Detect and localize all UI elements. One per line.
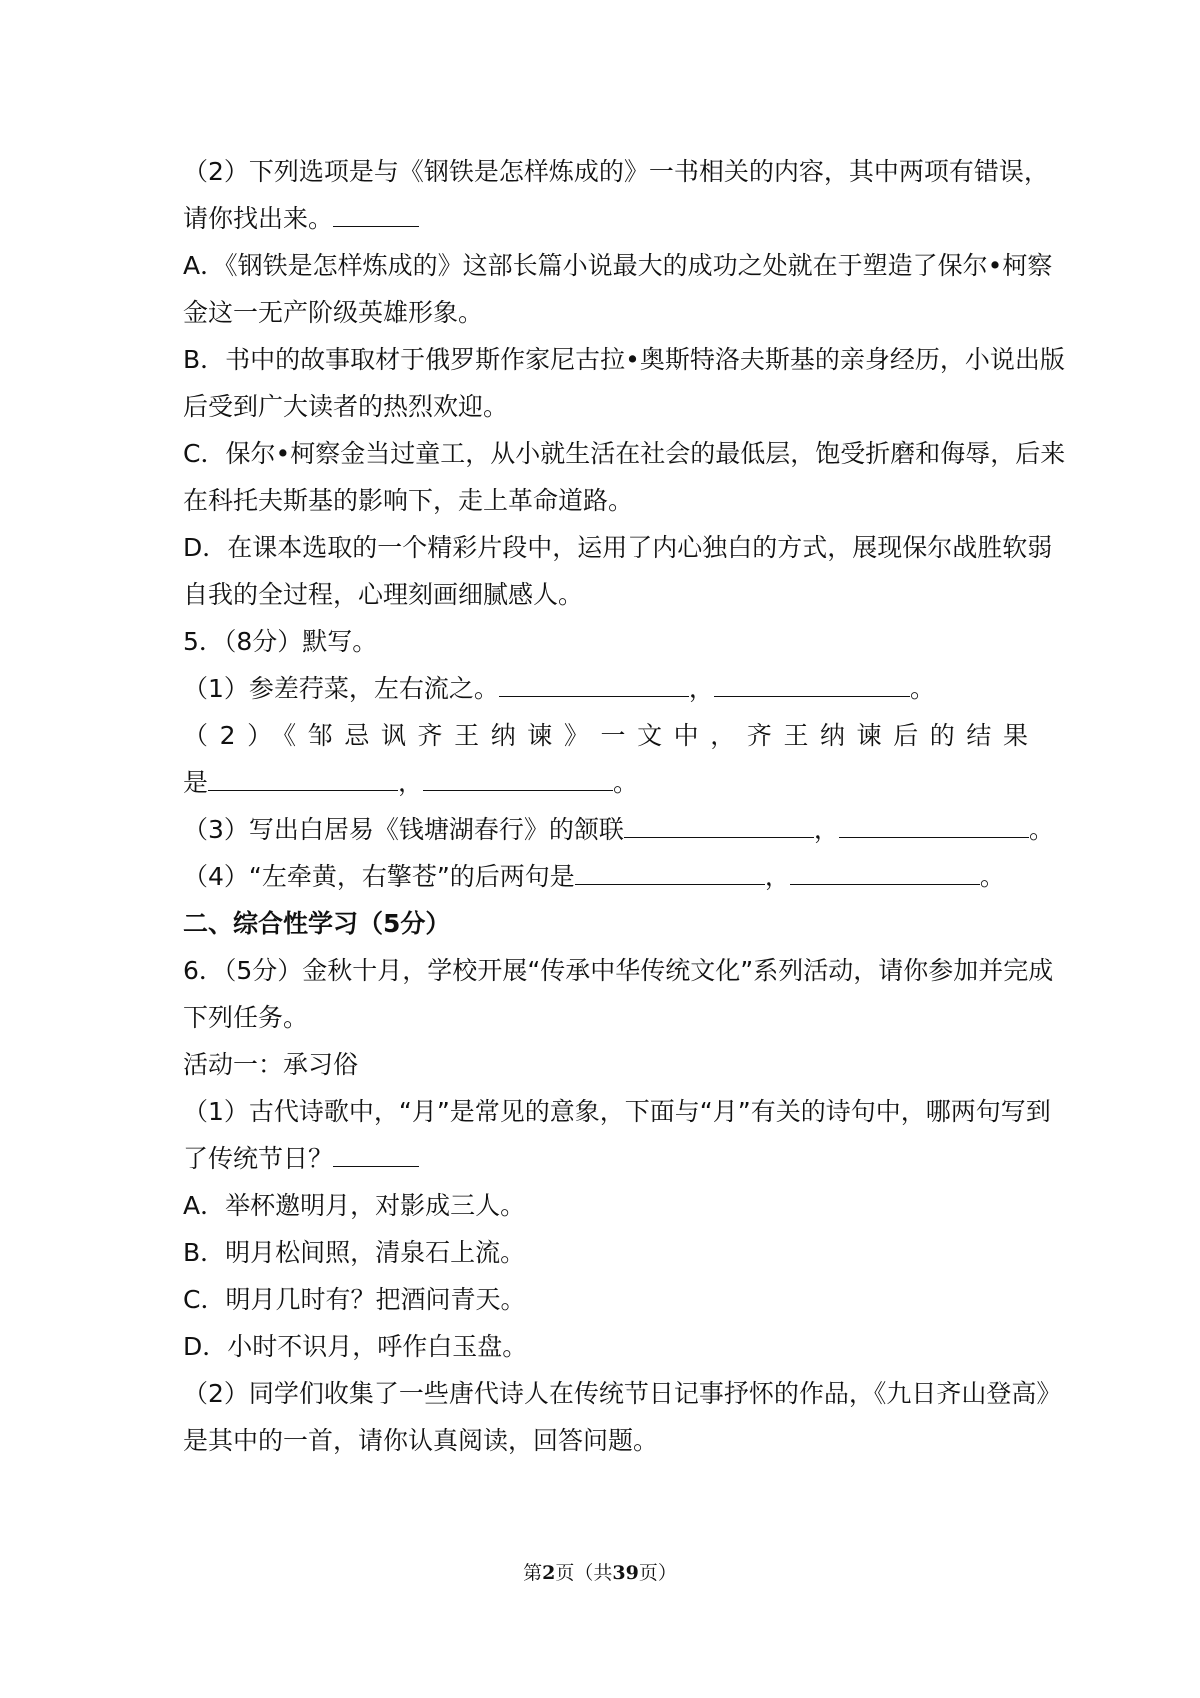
answer-blank[interactable] (790, 860, 980, 885)
question-4-2-stem-cont: 请你找出来。 (183, 195, 1028, 242)
option-c-cont: 在科托夫斯基的影响下，走上革命道路。 (183, 486, 634, 515)
question-6-stem-cont: 下列任务。 (183, 1003, 309, 1032)
question-5-2-cont: 是 ， 。 (183, 768, 639, 797)
answer-blank[interactable] (499, 672, 689, 697)
page-content (183, 148, 1066, 1464)
question-5-title: 5．（8分）默写。 (183, 627, 378, 656)
question-5-4: （4）“左牵黄，右擎苍”的后两句是 ， 。 (183, 862, 1005, 891)
answer-blank[interactable] (624, 813, 814, 838)
answer-blank[interactable] (333, 202, 419, 227)
question-6-1-stem-cont: 了传统节日？ (183, 1135, 1028, 1182)
option-b: B．明月松间照，清泉石上流。 (183, 1238, 526, 1267)
question-5-1: （1）参差荇菜，左右流之。 ， 。 (183, 674, 935, 703)
option-c: C．保尔•柯察金当过童工，从小就生活在社会的最低层，饱受折磨和侮辱，后来 (183, 439, 1066, 468)
question-4-2-stem: （2）下列选项是与《钢铁是怎样炼成的》一书相关的内容，其中两项有错误， (183, 157, 1049, 186)
option-c: C．明月几时有？把酒问青天。 (183, 1285, 526, 1314)
page-number: 2 (542, 1562, 556, 1584)
option-d: D．在课本选取的一个精彩片段中，运用了内心独白的方式，展现保尔战胜软弱 (183, 533, 1053, 562)
answer-blank[interactable] (575, 860, 765, 885)
option-a: A．举杯邀明月，对影成三人。 (183, 1191, 526, 1220)
answer-blank[interactable] (839, 813, 1029, 838)
answer-blank[interactable] (423, 766, 613, 791)
question-5-3: （3）写出白居易《钱塘湖春行》的颔联 ， 。 (183, 815, 1054, 844)
activity-1-title: 活动一：承习俗 (183, 1050, 359, 1079)
answer-blank[interactable] (333, 1142, 419, 1167)
option-b: B．书中的故事取材于俄罗斯作家尼古拉•奥斯特洛夫斯基的亲身经历，小说出版 (183, 345, 1065, 374)
section-heading: 二、综合性学习（5分） (183, 909, 451, 938)
answer-blank[interactable] (208, 766, 398, 791)
option-a: A．《钢铁是怎样炼成的》这部长篇小说最大的成功之处就在于塑造了保尔•柯察 (183, 251, 1053, 280)
total-pages: 39 (612, 1562, 639, 1584)
option-d: D．小时不识月，呼作白玉盘。 (183, 1332, 528, 1361)
question-5-2: （2）《邹忌讽齐王纳谏》一文中，齐王纳谏后的结果 (183, 721, 1028, 750)
question-6-stem: 6．（5分）金秋十月，学校开展“传承中华传统文化”系列活动，请你参加并完成 (183, 956, 1054, 985)
option-a-cont: 金这一无产阶级英雄形象。 (183, 298, 484, 327)
answer-blank[interactable] (714, 672, 910, 697)
page-footer: 第2页（共39页） (523, 1562, 677, 1584)
option-d-cont: 自我的全过程，心理刻画细腻感人。 (183, 580, 584, 609)
question-6-2-stem-cont: 是其中的一首，请你认真阅读，回答问题。 (183, 1426, 659, 1455)
question-6-2-stem: （2）同学们收集了一些唐代诗人在传统节日记事抒怀的作品，《九日齐山登高》 (183, 1379, 1062, 1408)
option-b-cont: 后受到广大读者的热烈欢迎。 (183, 392, 509, 421)
question-6-1-stem: （1）古代诗歌中，“月”是常见的意象，下面与“月”有关的诗句中，哪两句写到 (183, 1097, 1051, 1126)
